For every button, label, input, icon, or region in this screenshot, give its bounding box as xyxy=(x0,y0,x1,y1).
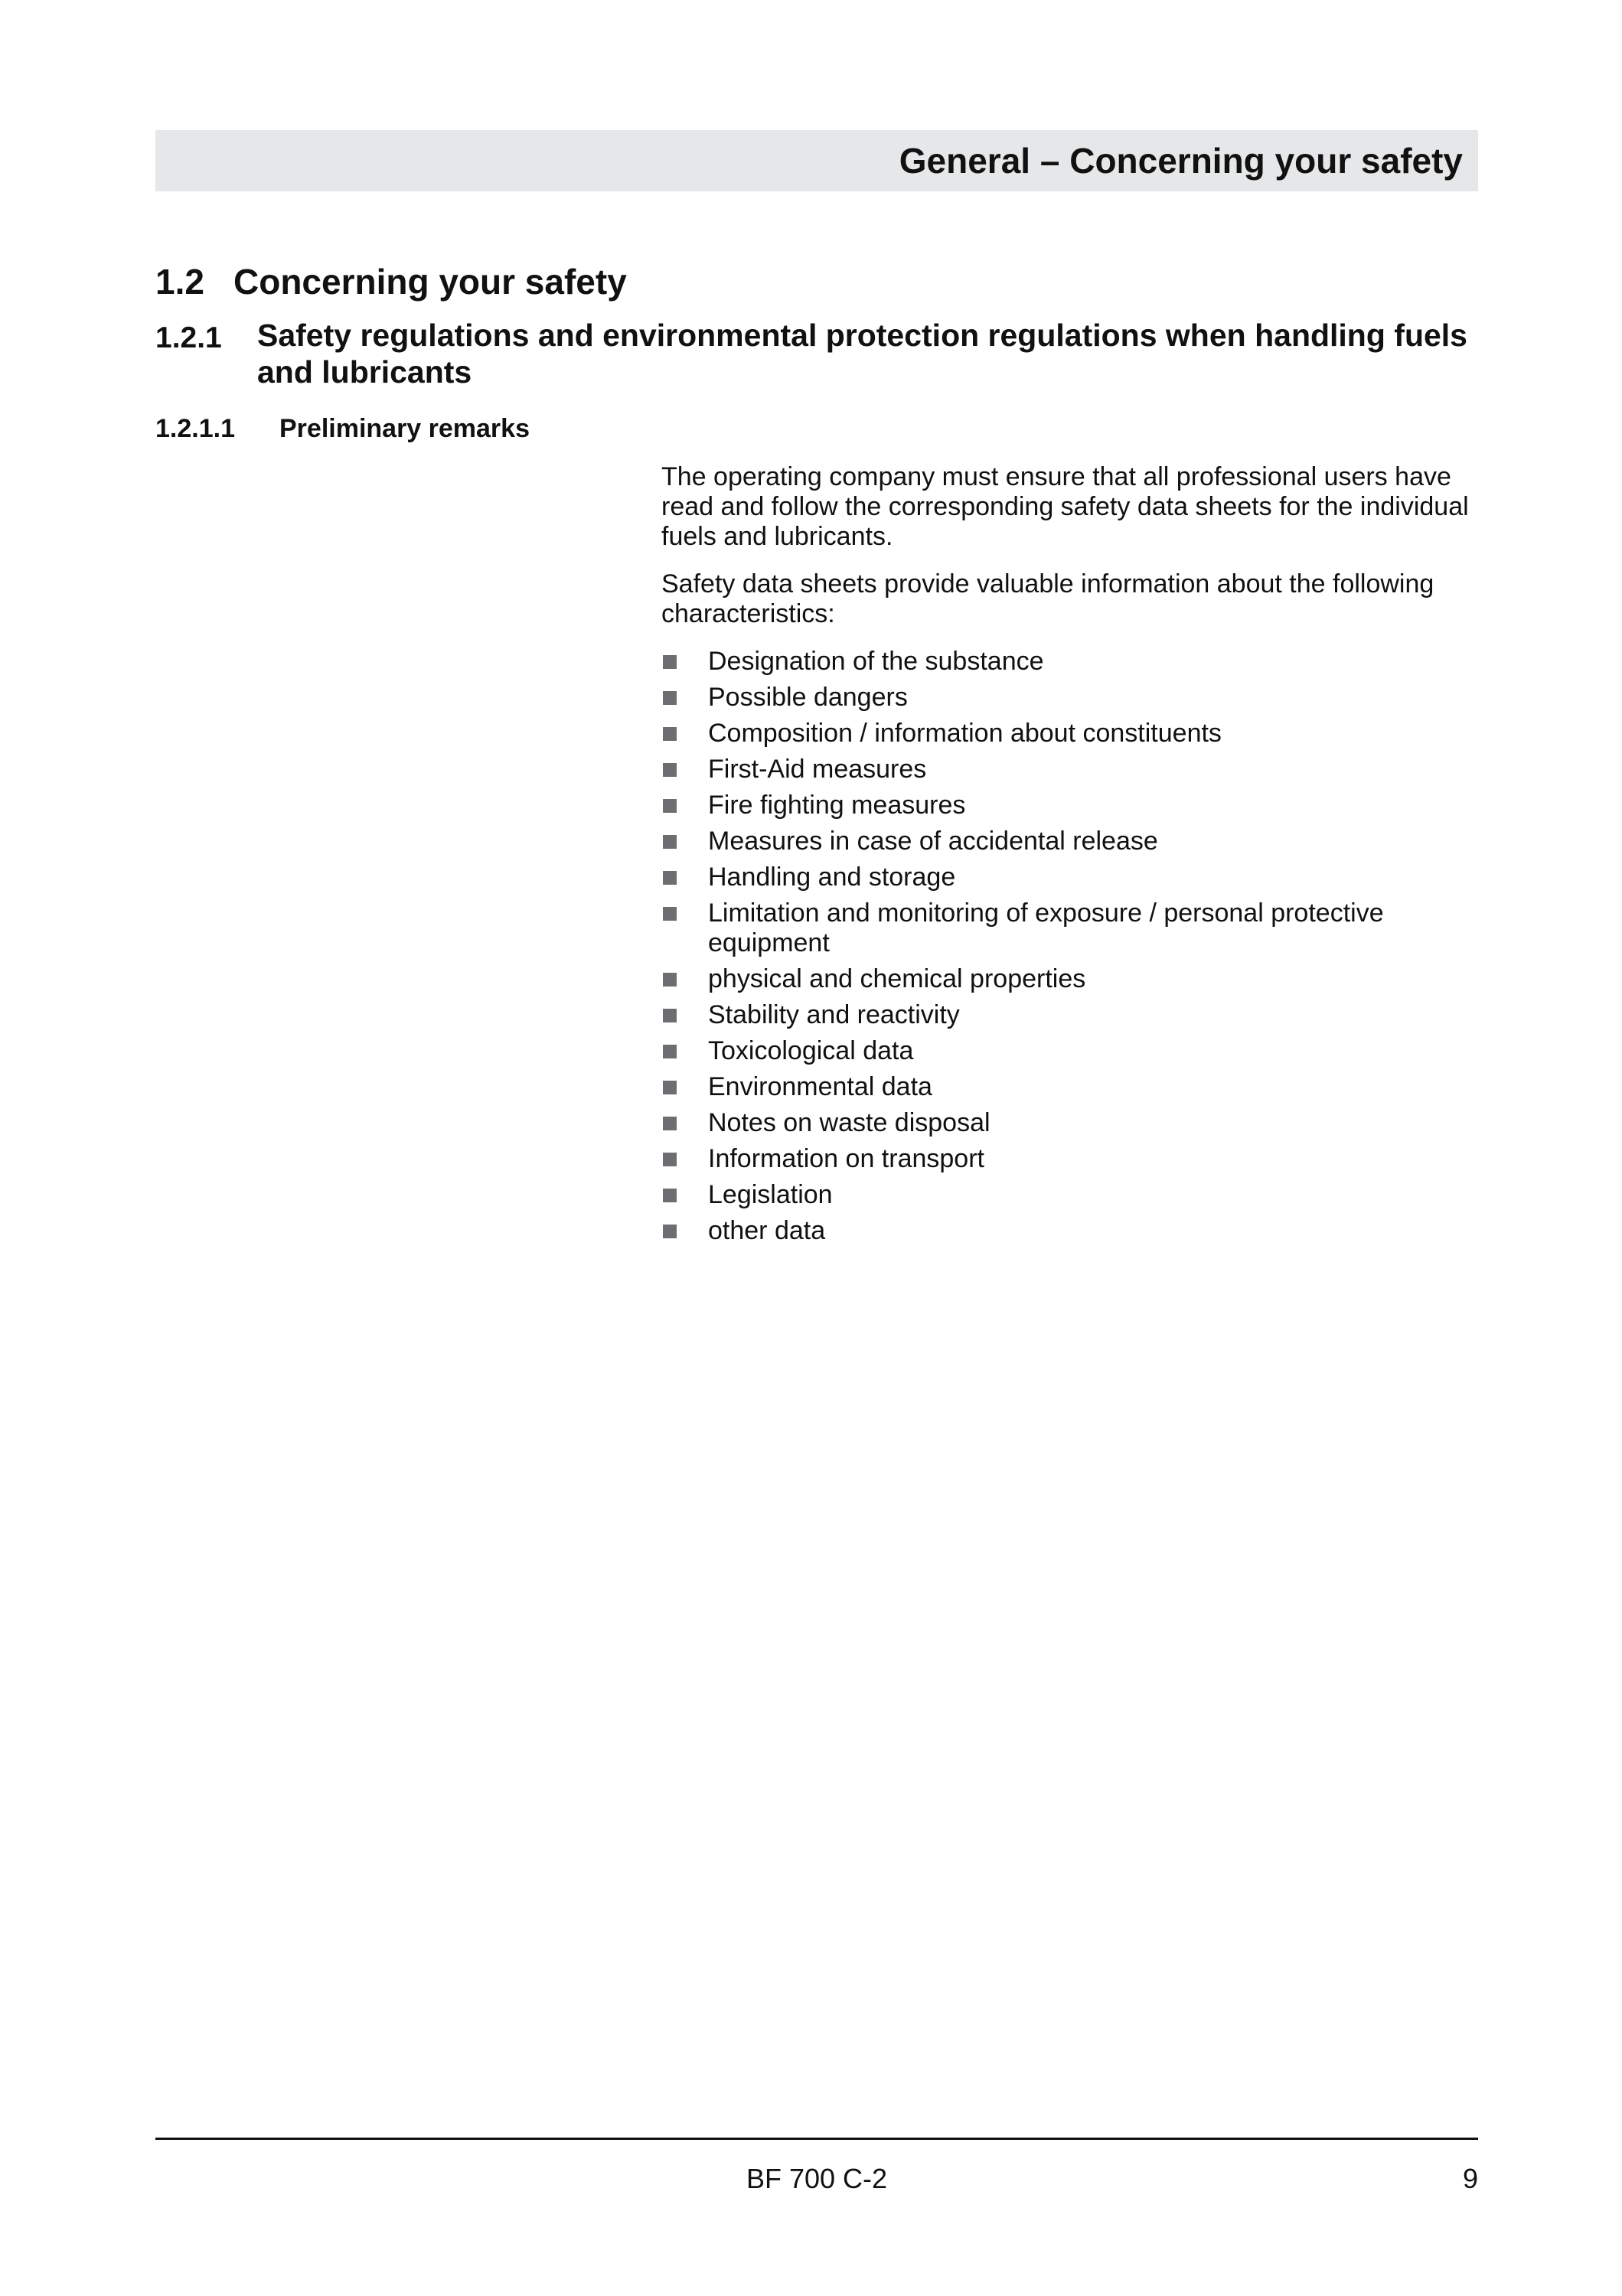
square-bullet-icon xyxy=(663,655,677,669)
list-item xyxy=(661,755,1480,784)
subsubsection-heading xyxy=(155,413,530,444)
square-bullet-icon xyxy=(663,1117,677,1130)
list-item-text: Composition / information about constituents xyxy=(708,719,1222,748)
section-number: 1.2 xyxy=(155,262,204,302)
square-bullet-icon xyxy=(663,835,677,849)
list-item xyxy=(661,899,1480,958)
page-number: 9 xyxy=(1462,2163,1478,2194)
list-item-text: Notes on waste disposal xyxy=(708,1108,990,1137)
list-item-text: physical and chemical properties xyxy=(708,964,1086,993)
square-bullet-icon xyxy=(663,1081,677,1094)
list-item xyxy=(661,964,1480,994)
list-item-text: Limitation and monitoring of exposure / personal protective equipment xyxy=(708,899,1384,957)
subsubsection-number: 1.2.1.1 xyxy=(155,414,235,443)
list-item xyxy=(661,1144,1480,1174)
body-column xyxy=(661,462,1480,1252)
square-bullet-icon xyxy=(663,1189,677,1202)
square-bullet-icon xyxy=(663,1045,677,1058)
list-item-text: other data xyxy=(708,1216,826,1245)
subsubsection-title: Preliminary remarks xyxy=(279,414,530,443)
square-bullet-icon xyxy=(663,763,677,777)
list-item xyxy=(661,1216,1480,1246)
list-item-text: Toxicological data xyxy=(708,1036,914,1065)
square-bullet-icon xyxy=(663,1009,677,1022)
intro-paragraph: The operating company must ensure that all professional users have read and follow the corresponding safety data sheets for the individual fuels and lubricants. xyxy=(661,462,1469,551)
square-bullet-icon xyxy=(663,1153,677,1166)
list-item xyxy=(661,647,1480,677)
list-item-text: Fire fighting measures xyxy=(708,791,966,820)
subsection-number: 1.2.1 xyxy=(155,321,222,354)
list-item xyxy=(661,791,1480,820)
characteristics-list xyxy=(661,647,1480,1246)
subsection-heading xyxy=(155,317,1478,390)
list-item-text: Environmental data xyxy=(708,1072,932,1101)
list-item xyxy=(661,1072,1480,1102)
list-item-text: Information on transport xyxy=(708,1144,984,1173)
square-bullet-icon xyxy=(663,691,677,705)
list-item-text: Legislation xyxy=(708,1180,833,1209)
square-bullet-icon xyxy=(663,1225,677,1238)
subsection-title: Safety regulations and environmental protection regulations when handling fuels and lubricants xyxy=(257,318,1467,390)
square-bullet-icon xyxy=(663,907,677,921)
list-item xyxy=(661,1180,1480,1210)
section-heading xyxy=(155,259,627,305)
characteristics-paragraph: Safety data sheets provide valuable information about the following characteristics: xyxy=(661,569,1434,628)
list-item-text: First-Aid measures xyxy=(708,755,927,784)
square-bullet-icon xyxy=(663,727,677,741)
header-title: General – Concerning your safety xyxy=(899,141,1463,181)
list-item-text: Measures in case of accidental release xyxy=(708,827,1158,856)
list-item-text: Possible dangers xyxy=(708,683,908,712)
list-item-text: Stability and reactivity xyxy=(708,1000,960,1029)
list-item xyxy=(661,683,1480,713)
footer-model: BF 700 C-2 xyxy=(746,2163,888,2194)
square-bullet-icon xyxy=(663,871,677,885)
list-item-text: Designation of the substance xyxy=(708,647,1044,676)
list-item xyxy=(661,863,1480,892)
footer-divider xyxy=(155,2138,1478,2140)
list-item xyxy=(661,827,1480,856)
list-item xyxy=(661,1000,1480,1030)
list-item xyxy=(661,1036,1480,1066)
list-item xyxy=(661,719,1480,748)
list-item xyxy=(661,1108,1480,1138)
square-bullet-icon xyxy=(663,973,677,987)
section-title: Concerning your safety xyxy=(233,262,627,302)
square-bullet-icon xyxy=(663,799,677,813)
page-header xyxy=(155,130,1478,191)
list-item-text: Handling and storage xyxy=(708,863,956,892)
